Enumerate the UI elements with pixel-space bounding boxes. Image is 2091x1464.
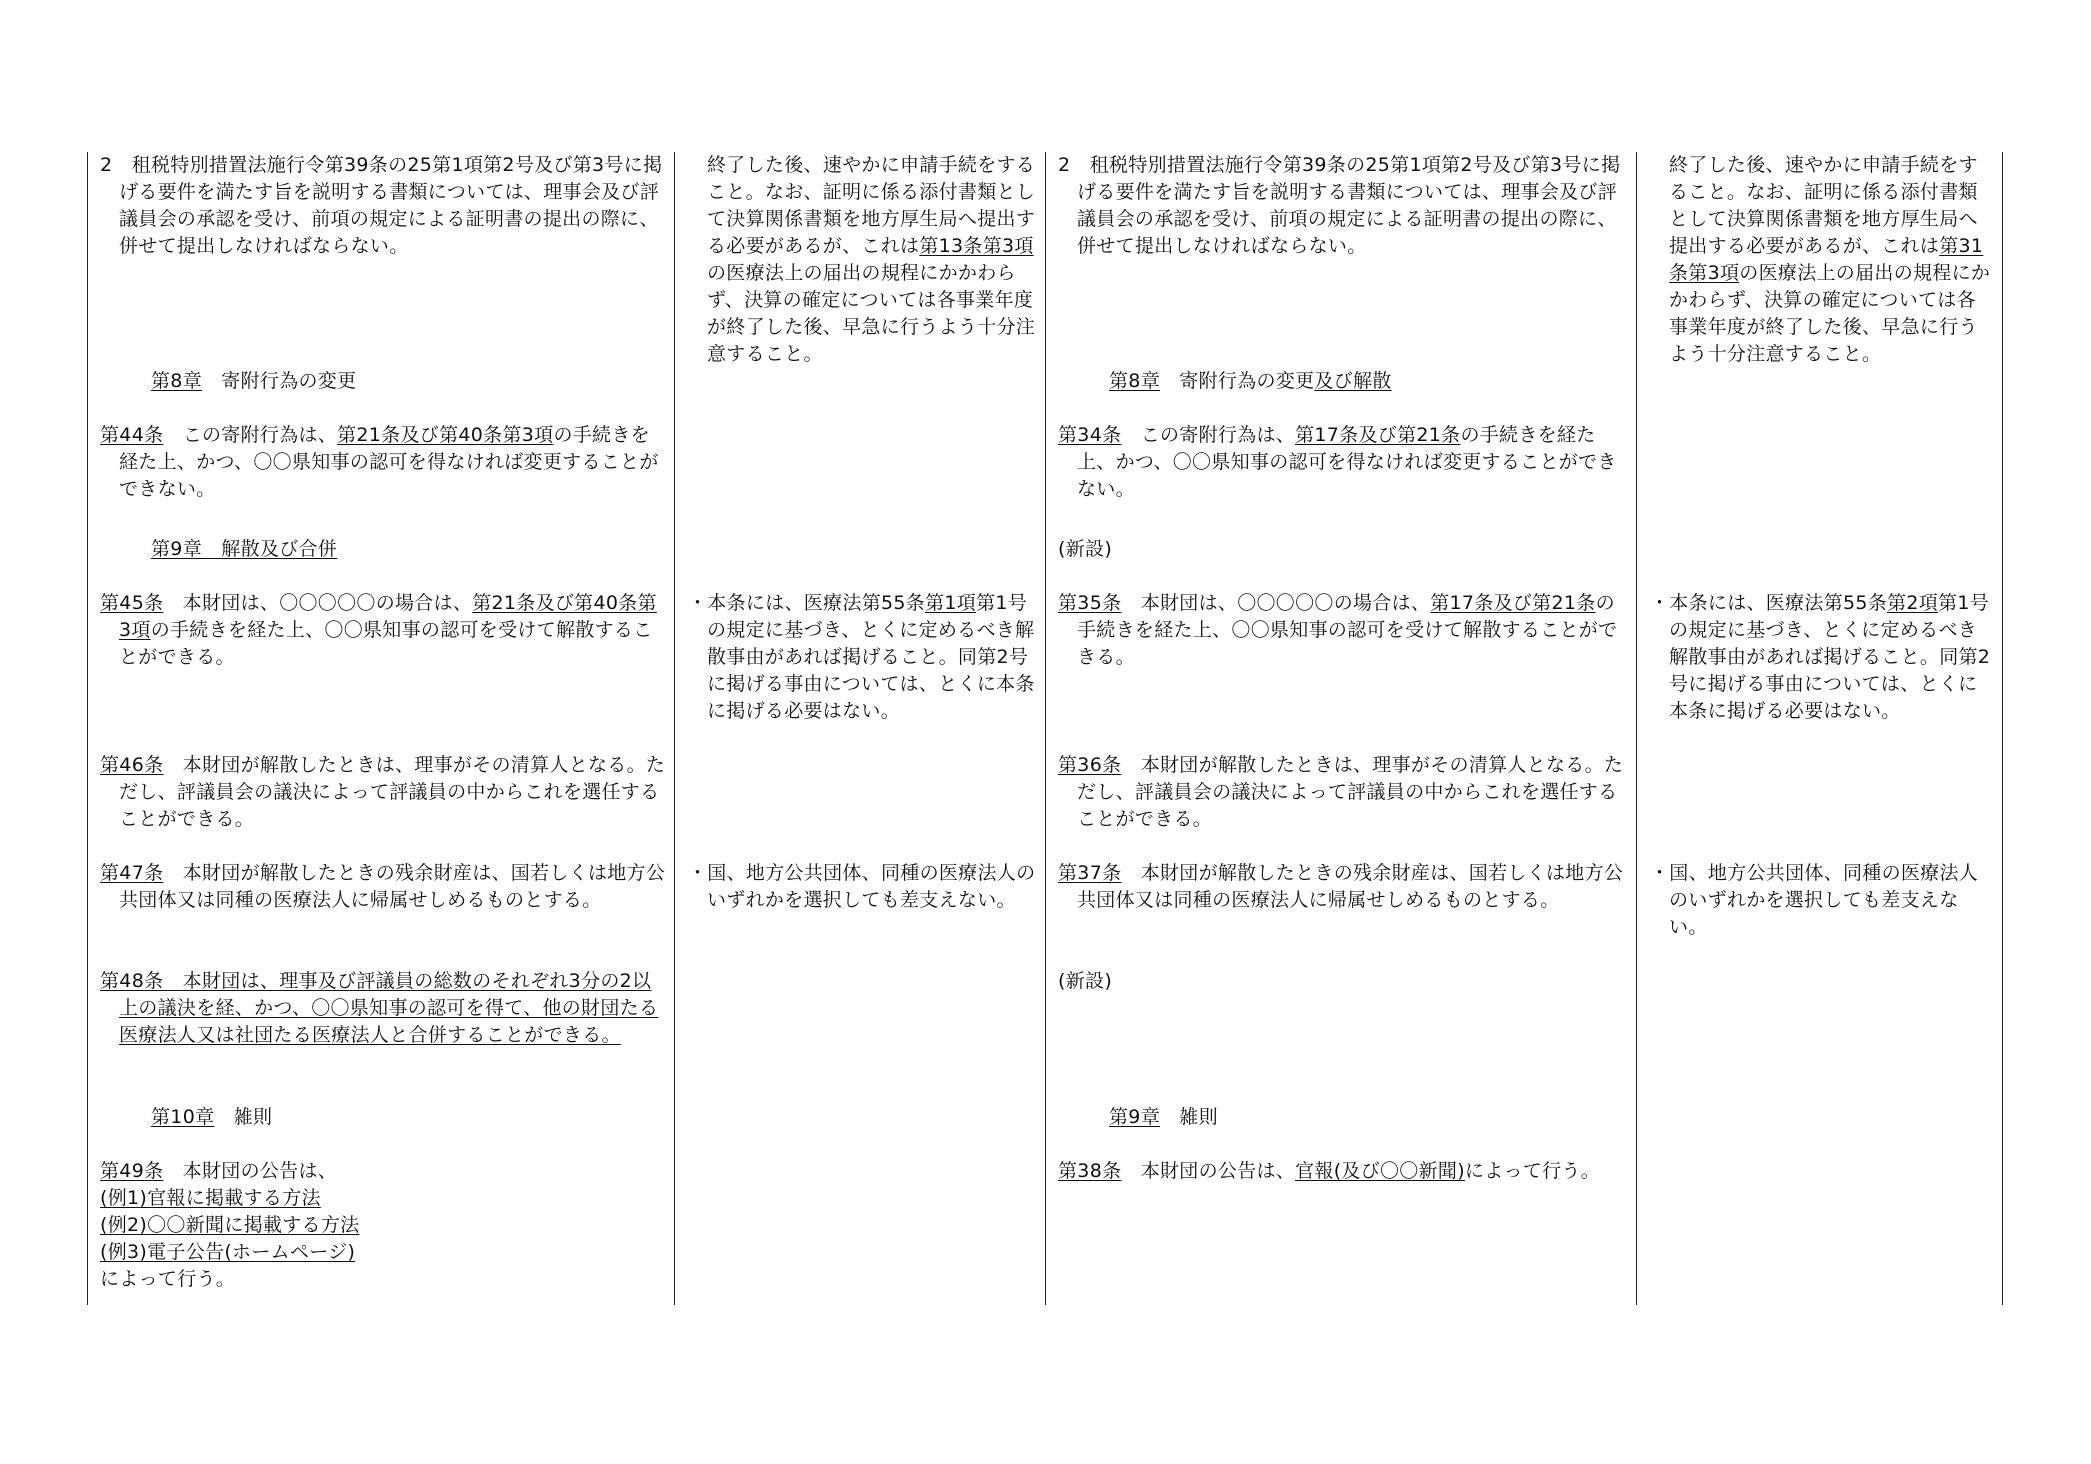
left-article-47-number: 第47条 [100, 862, 164, 884]
right-article-35-text-1: 本財団は、〇〇〇〇〇の場合は、 [1121, 592, 1431, 614]
right-note-35-text-1: ・本条には、医療法第55条 [1650, 592, 1888, 614]
left-article-45 [100, 590, 666, 671]
right-new-marker-2-text: (新設) [1058, 970, 1113, 992]
left-article-49-end: によって行う。 [100, 1268, 236, 1290]
right-new-marker-2 [1058, 968, 1628, 995]
right-chapter-8-number: 第8章 [1109, 370, 1160, 392]
left-note-top-text-2: の医療法上の届出の規程にかかわらず、決算の確定については各事業年度が終了した後、早急に行うよう十分注意すること。 [707, 262, 1036, 365]
left-article-47 [100, 860, 666, 914]
left-article-45-number: 第45条 [100, 592, 164, 614]
right-article-34-text-2: の手続きを経た上、かつ、〇〇県知事の認可を得なければ変更することができない。 [1077, 424, 1617, 500]
left-article-46 [100, 752, 666, 833]
left-chapter-8-heading [100, 368, 666, 395]
left-para-2-text: 2 租税特別措置法施行令第39条の25第1項第2号及び第3号に掲げる要件を満たす旨を説明する書類については、理事会及び評議員会の承認を受け、前項の規定による証明書の提出の際に、併せて提出しなければならない。 [100, 154, 663, 257]
left-chapter-10-title: 雑則 [214, 1106, 273, 1128]
right-chapter-8-title-added: 及び解散 [1314, 370, 1392, 392]
left-note-45-reference: 第1項 [925, 592, 977, 614]
left-note-45-text-2: 第1号の規定に基づき、とくに定めるべき解散事由があれば掲げること。同第2号に掲げる事由については、とくに本条に掲げる必要はない。 [707, 592, 1035, 722]
left-note-top-reference: 第13条第3項 [919, 235, 1034, 257]
right-chapter-8-title: 寄附行為の変更 [1160, 370, 1315, 392]
left-chapter-9-number: 第9章 [151, 538, 202, 560]
left-article-49 [100, 1158, 666, 1293]
right-article-38-text-1: 本財団の公告は、 [1121, 1160, 1296, 1182]
left-article-49-example-1: (例1)官報に掲載する方法 [100, 1187, 321, 1209]
left-chapter-9-title: 解散及び合併 [202, 538, 338, 560]
right-article-38-number: 第38条 [1058, 1160, 1122, 1182]
right-article-38-text-2: によって行う。 [1464, 1160, 1601, 1182]
left-note-top [688, 152, 1036, 368]
left-article-49-number: 第49条 [100, 1160, 164, 1182]
left-note-article-45 [688, 590, 1036, 725]
right-article-34 [1058, 422, 1628, 503]
right-chapter-9-number: 第9章 [1109, 1106, 1160, 1128]
column-divider-right-edge [2002, 152, 2003, 1305]
right-note-top-reference: 第31条第3項 [1669, 235, 1984, 284]
left-article-46-text: 本財団が解散したときは、理事がその清算人となる。ただし、評議員会の議決によって評議員の中からこれを選任することができる。 [119, 754, 666, 830]
left-article-46-number: 第46条 [100, 754, 164, 776]
right-article-35-reference: 第17条及び第21条 [1430, 592, 1596, 614]
left-note-top-text-1: 終了した後、速やかに申請手続をすること。なお、証明に係る添付書類として決算関係書類を地方厚生局へ提出する必要があるが、これは [707, 154, 1036, 257]
right-article-34-text-1: この寄附行為は、 [1121, 424, 1296, 446]
right-note-article-35 [1650, 590, 1995, 725]
left-note-47-text: ・国、地方公共団体、同種の医療法人のいずれかを選択しても差支えない。 [688, 862, 1036, 911]
right-article-38 [1058, 1158, 1628, 1185]
right-chapter-8-heading [1058, 368, 1628, 395]
right-article-34-reference: 第17条及び第21条 [1295, 424, 1461, 446]
right-article-36 [1058, 752, 1628, 833]
right-article-37 [1058, 860, 1628, 914]
right-new-marker-1-text: (新設) [1058, 538, 1113, 560]
right-note-37-text: ・国、地方公共団体、同種の医療法人のいずれかを選択しても差支えない。 [1650, 862, 1979, 938]
column-divider-2 [1045, 152, 1046, 1305]
right-article-38-reference: 官報(及び〇〇新聞) [1295, 1160, 1465, 1182]
left-article-44-text-1: この寄附行為は、 [163, 424, 338, 446]
right-chapter-9-title: 雑則 [1160, 1106, 1218, 1128]
right-note-article-37 [1650, 860, 1995, 941]
left-note-45-text-1: ・本条には、医療法第55条 [688, 592, 926, 614]
right-note-top [1650, 152, 1995, 368]
left-article-48-text: 第48条 本財団は、理事及び評議員の総数のそれぞれ3分の2以上の議決を経、かつ、〇〇県知事の認可を得て、他の財団たる医療法人又は社団たる医療法人と合併することができる。 [100, 970, 659, 1046]
left-article-49-example-3: (例3)電子公告(ホームページ) [100, 1241, 356, 1263]
column-divider-1 [674, 152, 675, 1305]
left-chapter-10-number: 第10章 [151, 1106, 215, 1128]
left-note-article-47 [688, 860, 1036, 914]
left-article-44-reference: 第21条及び第40条第3項 [337, 424, 554, 446]
right-article-35 [1058, 590, 1628, 671]
left-article-44 [100, 422, 666, 503]
right-note-top-text-1: 終了した後、速やかに申請手続をすること。なお、証明に係る添付書類として決算関係書類を地方厚生局へ提出する必要があるが、これは [1669, 154, 1978, 257]
left-article-45-reference: 第21条及び第40条第3項 [119, 592, 657, 641]
right-note-top-text-2: の医療法上の届出の規程にかかわらず、決算の確定については各事業年度が終了した後、早急に行うよう十分注意すること。 [1669, 262, 1991, 365]
left-article-48 [100, 968, 666, 1049]
left-article-44-text-2: の手続きを経た上、かつ、〇〇県知事の認可を得なければ変更することができない。 [119, 424, 659, 500]
left-article-49-example-2: (例2)〇〇新聞に掲載する方法 [100, 1214, 360, 1236]
left-chapter-8-number: 第8章 [151, 370, 202, 392]
right-article-37-number: 第37条 [1058, 862, 1122, 884]
left-chapter-10-heading [100, 1104, 666, 1131]
left-chapter-9-heading [100, 536, 666, 563]
left-para-2 [100, 152, 666, 260]
right-para-2 [1058, 152, 1628, 260]
right-chapter-9-heading [1058, 1104, 1628, 1131]
right-article-34-number: 第34条 [1058, 424, 1122, 446]
right-article-36-text: 本財団が解散したときは、理事がその清算人となる。ただし、評議員会の議決によって評議員の中からこれを選任することができる。 [1077, 754, 1624, 830]
right-article-35-number: 第35条 [1058, 592, 1122, 614]
right-article-37-text: 本財団が解散したときの残余財産は、国若しくは地方公共団体又は同種の医療法人に帰属せしめるものとする。 [1077, 862, 1624, 911]
column-divider-3 [1636, 152, 1637, 1305]
left-article-44-number: 第44条 [100, 424, 164, 446]
left-article-47-text: 本財団が解散したときの残余財産は、国若しくは地方公共団体又は同種の医療法人に帰属せしめるものとする。 [119, 862, 666, 911]
right-para-2-text: 2 租税特別措置法施行令第39条の25第1項第2号及び第3号に掲げる要件を満たす旨を説明する書類については、理事会及び評議員会の承認を受け、前項の規定による証明書の提出の際に、併せて提出しなければならない。 [1058, 154, 1621, 257]
column-divider-left-edge [87, 152, 88, 1305]
right-article-35-text-2: の手続きを経た上、〇〇県知事の認可を受けて解散することができる。 [1077, 592, 1618, 668]
left-chapter-8-title: 寄附行為の変更 [202, 370, 357, 392]
right-note-35-reference: 第2項 [1887, 592, 1939, 614]
left-article-49-text: 本財団の公告は、 [163, 1160, 338, 1182]
right-note-35-text-2: 第1号の規定に基づき、とくに定めるべき解散事由があれば掲げること。同第2号に掲げる事由については、とくに本条に掲げる必要はない。 [1669, 592, 1991, 722]
left-article-45-text-1: 本財団は、〇〇〇〇〇の場合は、 [163, 592, 473, 614]
left-article-45-text-2: の手続きを経た上、〇〇県知事の認可を受けて解散することができる。 [119, 619, 653, 668]
right-article-36-number: 第36条 [1058, 754, 1122, 776]
right-new-marker-1 [1058, 536, 1628, 563]
